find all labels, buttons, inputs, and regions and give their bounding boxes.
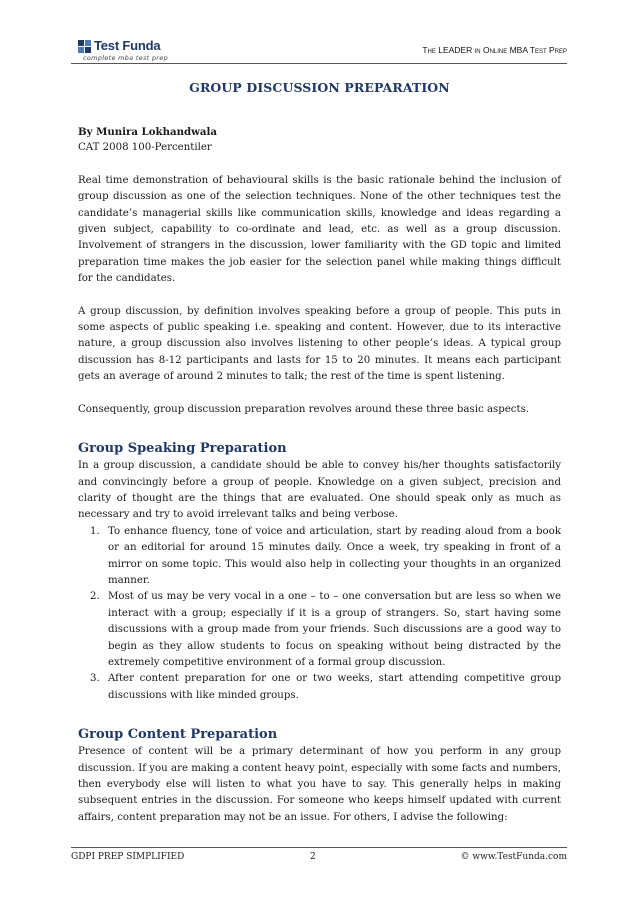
list-item-text: Most of us may be very vocal in a one – to – one conversation but are less so when we interact with a group; especially if it is a group of strangers. So, start having some discussions with a group made from your friends. Such discussions are a good way to begin as they allow students to focus on speaking without being distracted by the extremely competitive environment of a formal group discussion. — [108, 591, 561, 668]
list-item-text: To enhance fluency, tone of voice and articulation, start by reading aloud from a book or an editorial for around 15 minutes daily. Once a week, try speaking in front of a mirror on some topic. This would also help in collecting your thoughts in an organized manner. — [108, 525, 561, 586]
logo-mark-icon — [78, 40, 92, 54]
document-body — [78, 124, 561, 826]
logo-tagline: complete mba test prep — [83, 54, 169, 62]
intro-paragraph-3: Consequently, group discussion preparation revolves around these three basic aspects. — [78, 403, 530, 415]
intro-paragraph-1: Real time demonstration of behavioural skills is the basic rationale behind the inclusion of group discussion as one of the selection techniques. None of the other techniques test the candidate’s managerial skills like communication skills, knowledge and ideas regarding a given subject, capability to co-ordinate and lead, etc. as well as a group discussion. Involvement of strangers in the discussion, lower familiarity with the GD topic and limited preparation time makes the job easier for the selection panel while making things difficult for the candidates. — [78, 174, 561, 285]
list-item-number: 3. — [90, 673, 100, 685]
speaking-section-paragraph: In a group discussion, a candidate should be able to convey his/her thoughts satisfactorily and convincingly before a group of people. Knowledge on a given subject, precision and clarity of thought are the things that are evaluated. One should speak only as much as necessary and try to avoid irrelevant talks and being verbose. — [78, 460, 561, 521]
list-item-number: 1. — [90, 525, 100, 537]
footer-website: © www.TestFunda.com — [460, 852, 567, 862]
intro-paragraph-2: A group discussion, by definition involves speaking before a group of people. This puts in some aspects of public speaking i.e. speaking and content. However, due to its interactive nature, a group discussion also involves listening to other people’s ideas. A typical group discussion has 8-12 participants and lasts for 15 to 20 minutes. It means each participant gets an average of around 2 minutes to talk; the rest of the time is spent listening. — [78, 305, 561, 383]
logo-title: Test Funda — [94, 38, 161, 53]
page-number: 2 — [310, 852, 316, 862]
content-section-paragraph: Presence of content will be a primary determinant of how you perform in any group discussion. If you are making a content heavy point, especially with some facts and numbers, then everybody else will listen to what you have to say. This generally helps in making subsequent entries in the discussion. For someone who keeps himself updated with current affairs, content preparation may not be an issue. For others, I advise the following: — [78, 746, 561, 823]
footer-left: GDPI PREP SIMPLIFIED — [71, 852, 185, 862]
list-item-text: After content preparation for one or two weeks, start attending competitive group discussions with like minded groups. — [108, 673, 561, 701]
author-credential: CAT 2008 100-Percentiler — [78, 142, 212, 154]
list-item-number: 2. — [90, 591, 100, 603]
header-tagline: The LEADER in Online MBA Test Prep — [422, 45, 567, 55]
list-item — [78, 589, 561, 671]
header-divider — [71, 63, 567, 64]
author-name: By Munira Lokhandwala — [78, 126, 217, 138]
content-section-heading: Group Content Preparation — [78, 727, 278, 743]
speaking-tips-list — [78, 524, 561, 704]
testfunda-logo — [78, 38, 176, 66]
footer-divider — [71, 847, 567, 848]
list-item — [78, 524, 561, 590]
page-title: GROUP DISCUSSION PREPARATION — [189, 80, 450, 95]
list-item — [78, 671, 561, 704]
speaking-section-heading: Group Speaking Preparation — [78, 441, 287, 457]
